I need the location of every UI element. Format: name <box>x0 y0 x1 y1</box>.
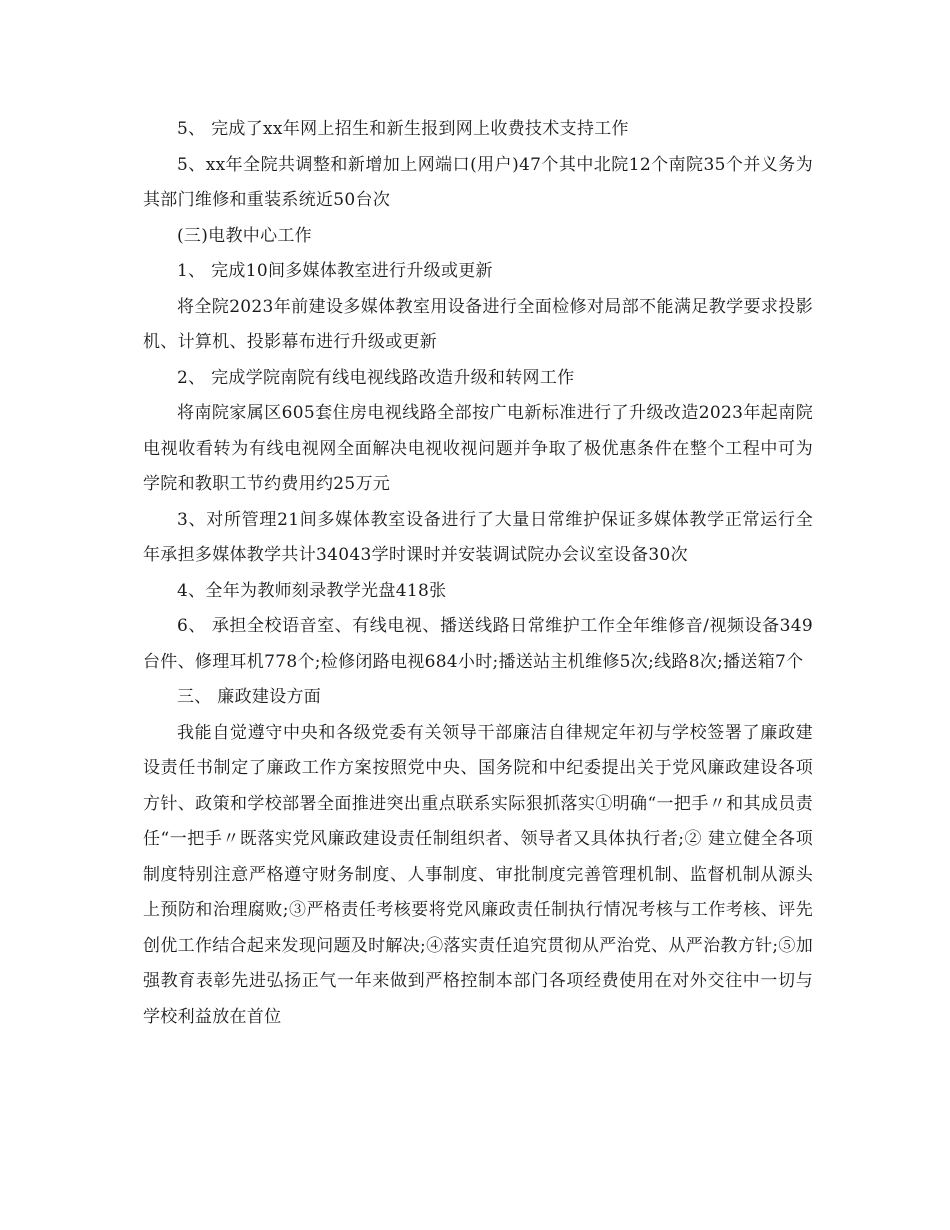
paragraph-cable-tv-title: 2、 完成学院南院有线电视线路改造升级和转网工作 <box>177 367 575 388</box>
section-heading-av-center: (三)电教中心工作 <box>177 225 312 246</box>
paragraph-classroom-maintenance: 3、对所管理21间多媒体教室设备进行了大量日常维护保证多媒体教学正常运行全年承担多媒体教学共计34043学时课时并安装调试院办会议室设备30次 <box>143 509 813 565</box>
paragraph-line-maintenance: 6、 承担全校语音室、有线电视、播送线路日常维护工作全年维修音/视频设备349台件、修理耳机778个;检修闭路电视684小时;播送站主机维修5次;线路8次;播送箱7个 <box>143 616 813 672</box>
paragraph-cable-tv-detail: 将南院家属区605套住房电视线路全部按广电新标准进行了升级改造2023年起南院电视收看转为有线电视网全面解决电视收视问题并争取了极优惠条件在整个工程中可为学院和教职工节约费用约25万元 <box>143 403 813 494</box>
paragraph-disc-burning: 4、全年为教师刻录教学光盘418张 <box>177 580 447 601</box>
section-heading-integrity: 三、 廉政建设方面 <box>177 687 322 707</box>
paragraph-multimedia-upgrade-title: 1、 完成10间多媒体教室进行升级或更新 <box>177 261 493 281</box>
paragraph-network-ports: 5、xx年全院共调整和新增加上网端口(用户)47个其中北院12个南院35个并义务为其部门维修和重装系统近50台次 <box>143 154 813 210</box>
paragraph-online-enrollment-support: 5、 完成了xx年网上招生和新生报到网上收费技术支持工作 <box>177 119 629 139</box>
paragraph-multimedia-upgrade-detail: 将全院2023年前建设多媒体教室用设备进行全面检修对局部不能满足教学要求投影机、计算机、投影幕布进行升级或更新 <box>143 296 813 352</box>
document-body <box>143 112 813 1035</box>
paragraph-integrity-detail: 我能自觉遵守中央和各级党委有关领导干部廉洁自律规定年初与学校签署了廉政建设责任书制定了廉政工作方案按照党中央、国务院和中纪委提出关于党风廉政建设各项方针、政策和学校部署全面推进突出重点联系实际狠抓落实①明确“一把手〃和其成员责任“一把手〃既落实党风廉政建设责任制组织者、领导者又具体执行者;② 建立健全各项制度特别注意严格遵守财务制度、人事制度、审批制度完善管理机制、监督机制从源头上预防和治理腐败;③严格责任考核要将党风廉政责任制执行情况考核与工作考核、评先创优工作结合起来发现问题及时解决;④落实责任追究贯彻从严治党、从严治教方针;⑤加强教育表彰先进弘扬正气一年来做到严格控制本部门各项经费使用在对外交往中一切与学校利益放在首位 <box>143 722 813 1027</box>
